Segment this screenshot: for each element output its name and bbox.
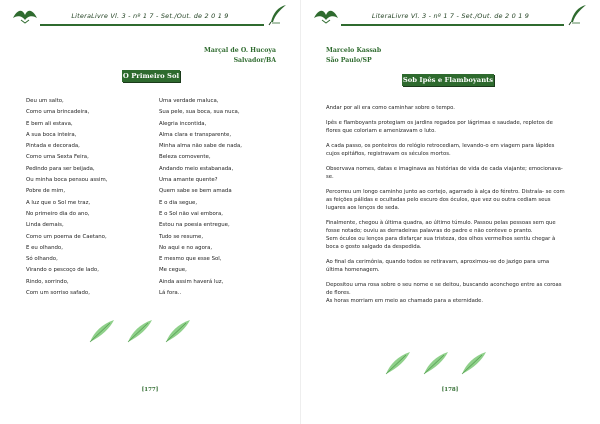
poem-title: O Primeiro Sol: [122, 72, 180, 80]
poem-column-2: [159, 96, 242, 299]
poem-line: Pintada e decorada,: [26, 143, 80, 150]
story-paragraph: Percorreu um longo caminho junto ao cortejo, agarrado à alça do féretro. Distraía- se com as feições pálidas e ocultadas pelo escuro dos óculos, que vez ou outra cediam seus lugares aos lenços de seda.: [326, 189, 565, 211]
issue-label: LiteraLivre Vl. 3 - nº 1 7 - Set./Out. de 2 0 1 9: [71, 12, 229, 20]
feather-icon: [88, 318, 116, 344]
page-number: [177]: [141, 387, 159, 393]
story-paragraph: Andar por ali era como caminhar sobre o tempo.: [326, 105, 455, 111]
poem-line: Tudo se resume,: [159, 233, 204, 240]
quill-pen-icon: [268, 4, 288, 26]
poem-line: E mesmo que esse Sol,: [159, 256, 222, 263]
poem-line: No aqui e no agora,: [159, 244, 213, 251]
poem-line: E o dia segue,: [159, 199, 198, 206]
quill-pen-icon: [568, 4, 588, 26]
header-rule: [341, 24, 564, 26]
feather-icon: [460, 350, 488, 376]
story-paragraph: Ipês e flamboyants protegiam os jardins regados por lágrimas e saudade, repletos de flores que coloriam e amenizavam o luto.: [326, 120, 553, 134]
left-page-header: [12, 8, 288, 26]
poem-column-1: [26, 96, 107, 299]
page-number: [178]: [441, 387, 459, 393]
story-paragraph: Observava nomes, datas e imaginava as histórias de vida de cada viajante; emocionava-se.: [326, 166, 563, 180]
poem-line: Com um sorriso safado,: [26, 290, 90, 297]
story-text: [326, 104, 566, 312]
issue-label: LiteraLivre Vl. 3 - nº 1 7 - Set./Out. de 2 0 1 9: [371, 12, 530, 20]
feather-icon: [126, 318, 154, 344]
poem-line: Alegria incontida,: [159, 120, 207, 127]
feather-icon: [422, 350, 450, 376]
author-location: São Paulo/SP: [326, 57, 372, 64]
poem-line: Como uma Sexta Feira,: [26, 154, 89, 161]
poem-line: No primeiro dia do ano,: [26, 210, 90, 217]
poem-line: Me cegue,: [159, 267, 187, 274]
story-paragraph: Ao final da cerimônia, quando todos se retiravam, aproximou-se do jazigo para uma última homenagem.: [326, 259, 550, 273]
poem-line: Virando o pescoço de lado,: [26, 267, 99, 274]
poem-line: Estou na poesia entregue,: [159, 222, 230, 229]
poem-line: Ou minha boca pensou assim,: [26, 177, 108, 184]
poem-line: A luz que o Sol me traz,: [26, 199, 91, 206]
story-paragraph: Depositou uma rosa sobre o seu nome e se deitou, buscando aconchego entre as coroas de flores. As horas morriam em meio ao chamado para a eternidade.: [326, 282, 562, 304]
author-location: Salvador/BA: [233, 57, 276, 64]
poem-line: Ainda assim haverá luz,: [159, 278, 224, 285]
poem-line: Pedindo para ser beijada,: [26, 165, 95, 172]
poem-line: E bem ali estava,: [26, 120, 73, 127]
author-name: Marcelo Kassab: [326, 47, 382, 54]
poem-line: Minha alma não sabe de nada,: [159, 143, 242, 150]
poem-line: E eu olhando,: [26, 244, 63, 251]
poem-line: Linda demais,: [26, 222, 64, 229]
story-title: Sob Ipês e Flamboyants: [402, 76, 494, 84]
feather-icon: [164, 318, 192, 344]
poem-line: Quem sabe se bem amada: [159, 188, 232, 195]
author-name: Marçal de O. Hucoya: [204, 47, 276, 54]
header-rule: [40, 24, 264, 26]
poem-line: Beleza comovente,: [159, 154, 211, 161]
poem-line: A sua boca inteira,: [26, 131, 77, 138]
poem-line: Uma verdade maluca,: [159, 98, 219, 104]
poem-line: Como um poema de Caetano,: [26, 233, 107, 240]
poem-line: E o Sol não vai embora,: [159, 210, 224, 217]
poem-line: Alma clara e transparente,: [159, 131, 232, 138]
poem-line: Lá fora..: [159, 290, 182, 297]
poem-line: Andando meio estabanada,: [159, 165, 234, 172]
story-paragraph: A cada passo, os ponteiros do relógio retrocediam, levando-o em viagem para lápides cujos epitáfios, registravam os séculos mortos.: [326, 143, 555, 157]
poem-line: Sua pele, sua boca, sua nuca,: [159, 109, 240, 116]
author-block: [326, 46, 381, 66]
author-block: [204, 46, 276, 66]
poem-line: Deu um salto,: [26, 98, 64, 104]
feather-ornament: [384, 350, 504, 376]
poem-line: Como uma brincadeira,: [26, 109, 90, 116]
right-page-header: [313, 8, 588, 26]
feather-icon: [384, 350, 412, 376]
poem-line: Pobre de mim,: [26, 188, 66, 195]
poem-line: Uma amante quente?: [159, 177, 218, 184]
poem-line: Rindo, sorrindo,: [26, 278, 69, 285]
feather-ornament: [88, 318, 208, 344]
story-paragraph: Finalmente, chegou à última quadra, ao último túmulo. Passou pelas pessoas sem que fosse notado; ouviu as derradeiras palavras do padre e não conteve o pranto. Sem óculos ou lenços para disfarçar sua tristeza, dos olhos vermelhos sentiu chegar à boca o gosto salgado da despedida.: [326, 220, 556, 250]
poem-line: Só olhando,: [26, 256, 58, 263]
